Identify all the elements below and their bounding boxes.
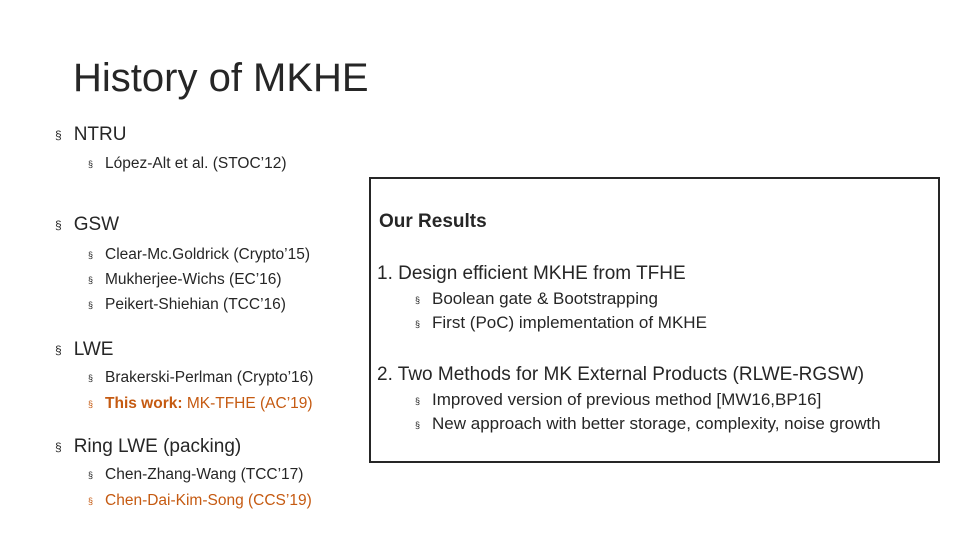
bullet-icon: § [55, 342, 62, 357]
bullet-icon: § [55, 127, 62, 142]
list-item [88, 369, 313, 387]
list-item [88, 466, 303, 484]
this-work-label: This work: [105, 395, 183, 412]
reference-text: Peikert-Shiehian (TCC’16) [105, 296, 286, 313]
section-ntru [55, 124, 126, 146]
section-gsw [55, 214, 119, 236]
reference-text: Clear-Mc.Goldrick (Crypto’15) [105, 246, 310, 263]
section-ring-lwe [55, 436, 241, 458]
bullet-icon: § [88, 249, 94, 260]
section-label: NTRU [73, 124, 127, 145]
bullet-icon: § [88, 495, 94, 506]
section-label: Ring LWE (packing) [73, 436, 242, 457]
result-item: 1. Design efficient MKHE from TFHE [377, 263, 686, 284]
list-item-highlighted [88, 395, 313, 413]
list-item [88, 296, 286, 314]
reference-text: MK-TFHE (AC’19) [182, 395, 313, 412]
list-item [88, 246, 310, 264]
list-item [88, 155, 287, 173]
result-subitem-text: Improved version of previous method [MW16,BP16] [432, 390, 822, 409]
bullet-icon: § [88, 469, 94, 480]
section-lwe [55, 339, 113, 361]
bullet-icon: § [415, 294, 421, 305]
reference-text: Mukherjee-Wichs (EC’16) [105, 271, 282, 288]
reference-text: Chen-Dai-Kim-Song (CCS’19) [105, 492, 312, 509]
reference-text: Brakerski-Perlman (Crypto’16) [105, 369, 314, 386]
bullet-icon: § [415, 395, 421, 406]
bullet-icon: § [415, 419, 421, 430]
bullet-icon: § [88, 158, 94, 169]
section-label: GSW [73, 214, 120, 235]
list-item-highlighted [88, 492, 312, 510]
bullet-icon: § [415, 318, 421, 329]
slide-title: History of MKHE [73, 56, 369, 100]
result-subitem-text: Boolean gate & Bootstrapping [432, 289, 658, 308]
bullet-icon: § [55, 439, 62, 454]
bullet-icon: § [88, 372, 94, 383]
result-subitem [415, 390, 821, 410]
section-label: LWE [73, 339, 114, 360]
reference-text: Chen-Zhang-Wang (TCC’17) [105, 466, 304, 483]
result-item: 2. Two Methods for MK External Products (RLWE-RGSW) [377, 364, 865, 385]
bullet-icon: § [88, 299, 94, 310]
result-subitem-text: First (PoC) implementation of MKHE [432, 313, 707, 332]
bullet-icon: § [55, 217, 62, 232]
result-subitem [415, 289, 658, 309]
results-heading: Our Results [379, 211, 487, 232]
bullet-icon: § [88, 398, 94, 409]
result-subitem [415, 414, 881, 434]
our-results-box [369, 177, 940, 463]
result-subitem-text: New approach with better storage, complexity, noise growth [432, 414, 881, 433]
bullet-icon: § [88, 274, 94, 285]
reference-text: López-Alt et al. (STOC’12) [105, 155, 287, 172]
result-subitem [415, 313, 707, 333]
list-item [88, 271, 282, 289]
